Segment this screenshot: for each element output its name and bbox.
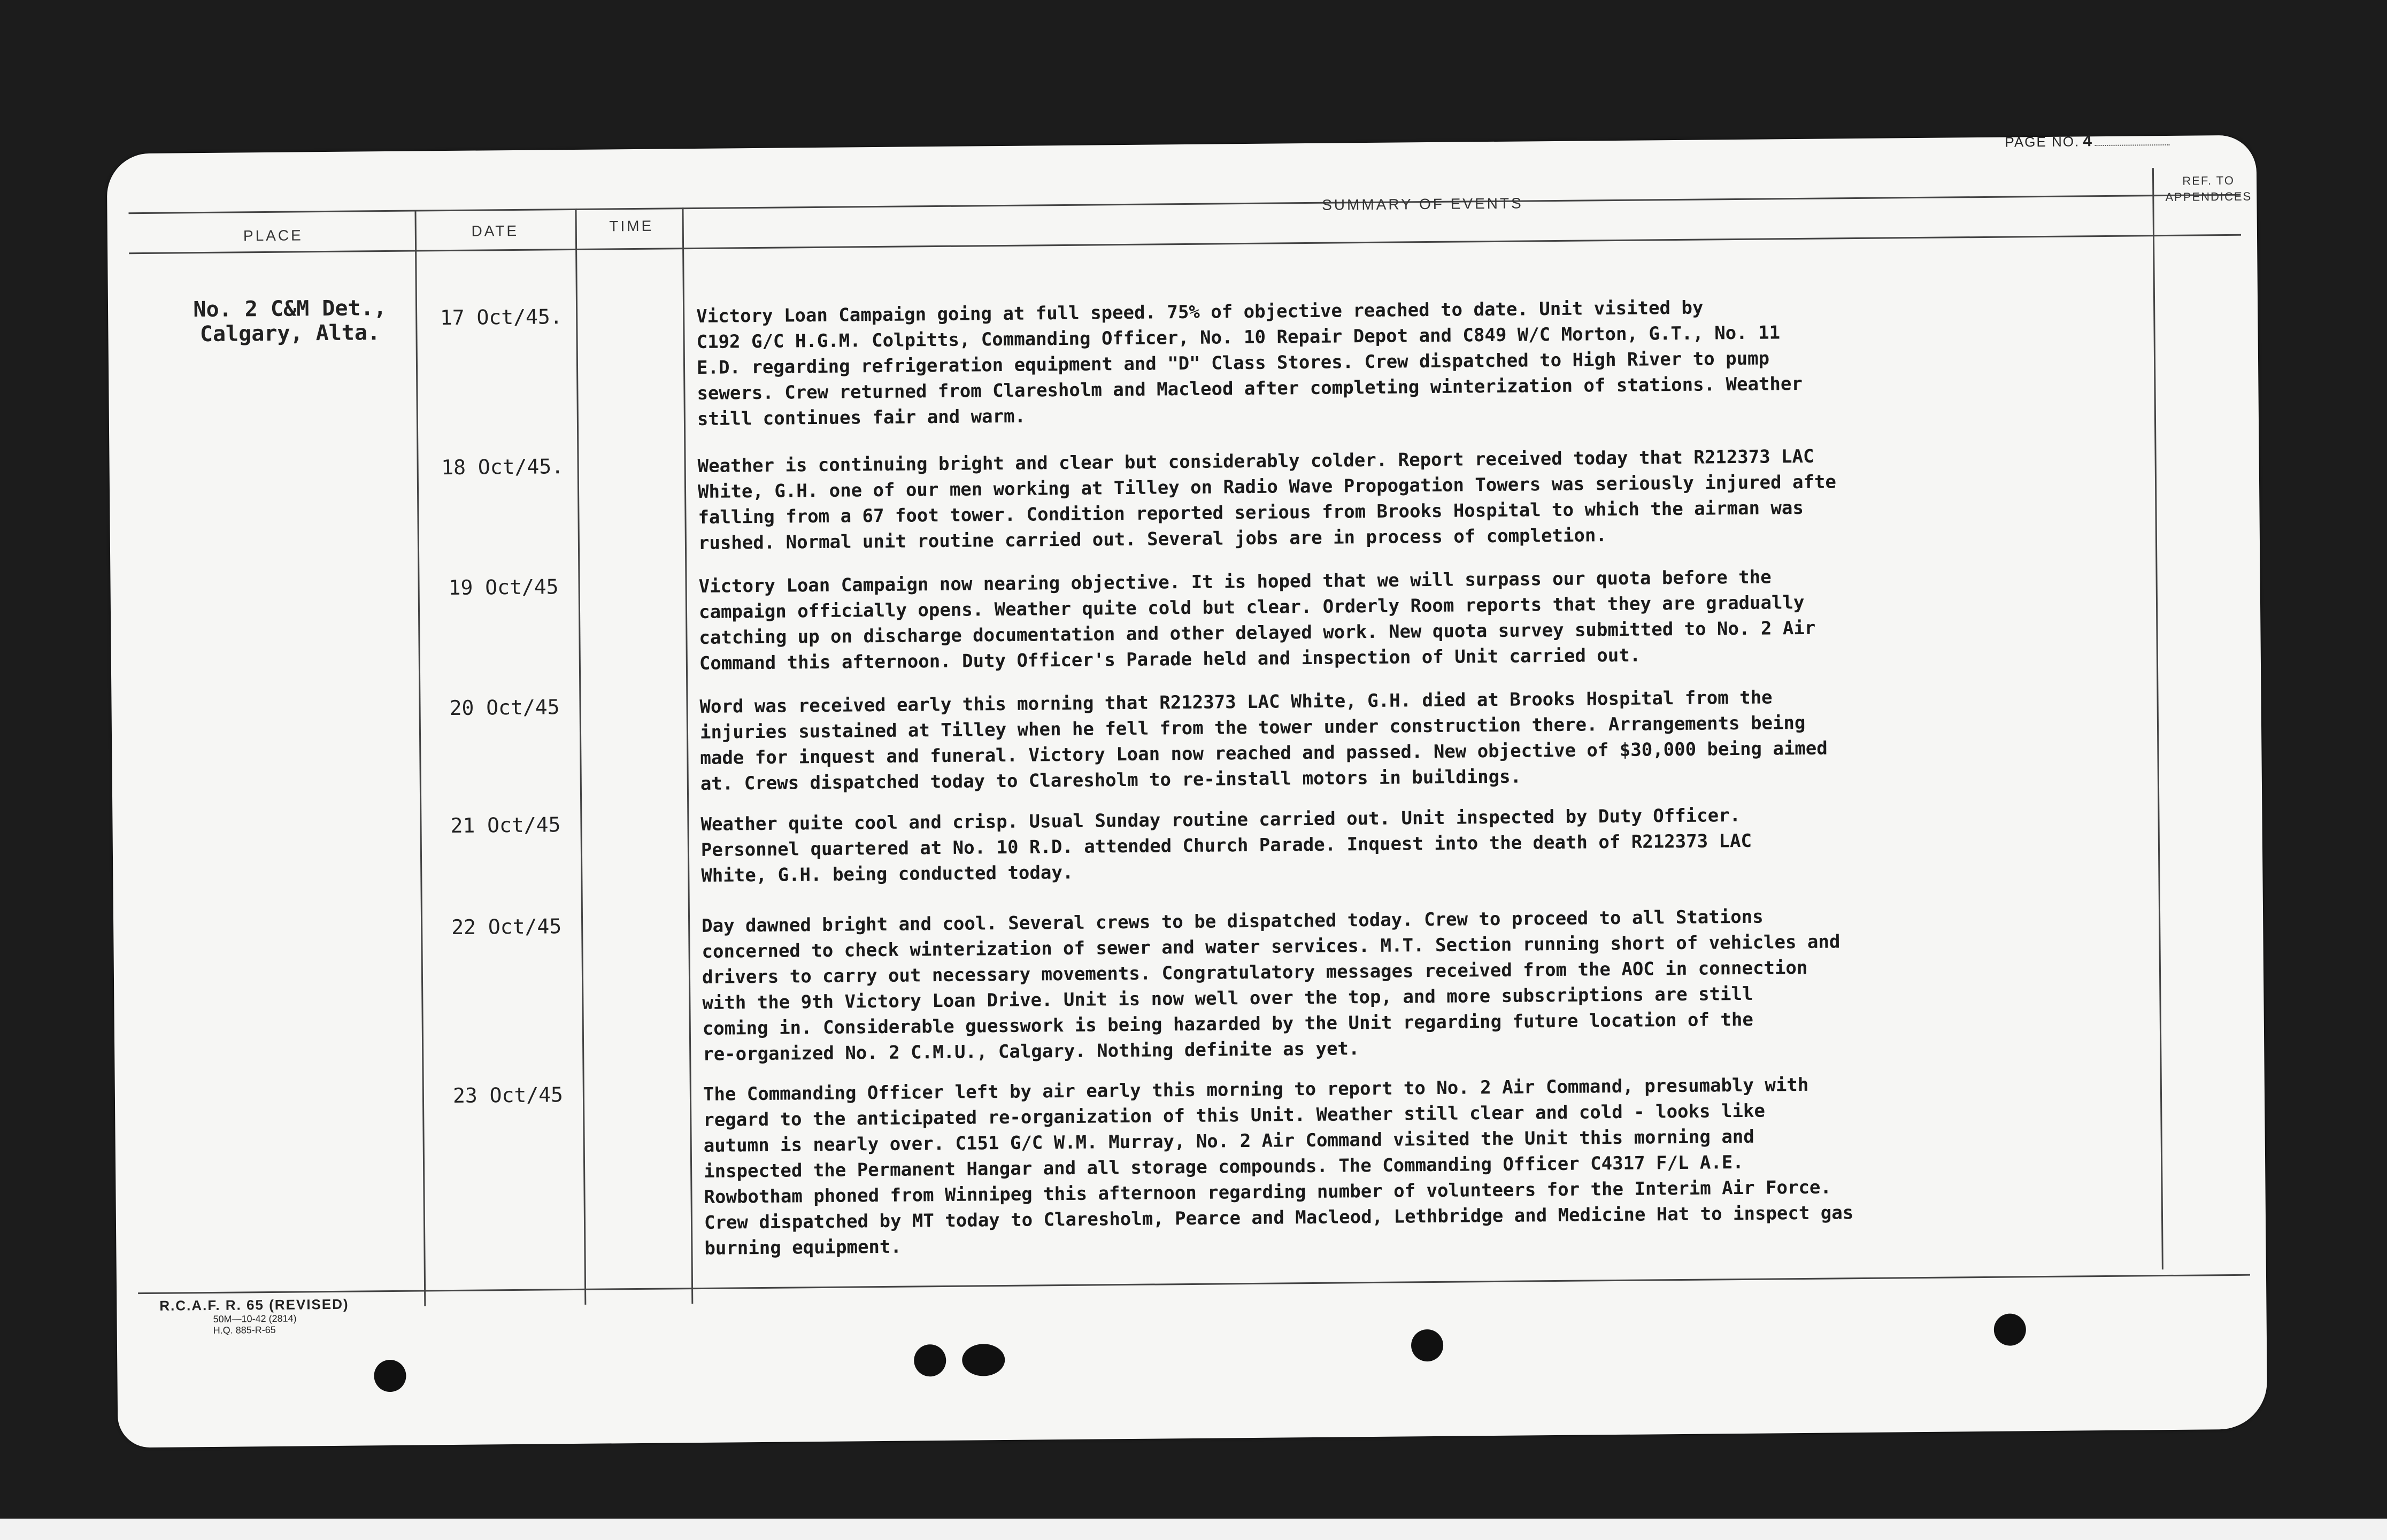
entry-row: [115, 1068, 2265, 1259]
entry-row: [112, 798, 2262, 887]
header-time: TIME: [609, 217, 654, 235]
page-number: [2005, 132, 2170, 151]
punch-hole: [374, 1360, 406, 1392]
document-card: [107, 132, 2268, 1448]
entry-text: Weather is continuing bright and clear but considerably colder. Report received today that R212373 LAC White, G.H. one of our men working at Tilley on Radio Wave Propogation Towers was seriously injured afte falling from a 67 foot tower. Condition reported serious from Brooks Hospital to which the airman was rushed. Normal unit routine carried out. Several jobs are in process of completion.: [697, 445, 1837, 554]
punch-hole: [1994, 1313, 2027, 1346]
entry-text: Victory Loan Campaign going at full speed. 75% of objective reached to date. Unit visited by C192 G/C H.G.M. Colpitts, Commanding Officer, No. 10 Repair Depot and C849 W/C Morton, G.T., No. 11 E.D. regarding refrigeration equipment and "D" Class Stores. Crew dispatched to High River to pump sewers. Crew returned from Claresholm and Macleod after completing winterization of stations. Weather still continues fair and warm.: [696, 297, 1803, 430]
entry-text: Word was received early this morning that R212373 LAC White, G.H. died at Brooks Hospital from the injuries sustained at Tilley when he fell from the tower under construction there. Arrangements being made for inquest and funeral. Victory Loan now reached and passed. New objective of $30,000 being aimed at. Crews dispatched today to Claresholm to re-install motors in buildings.: [699, 687, 1828, 795]
entry-date: 19 Oct/45: [448, 575, 559, 600]
column-rule-ref: [2152, 168, 2163, 1269]
form-reference: [159, 1296, 349, 1337]
header-place: PLACE: [243, 227, 303, 244]
entry-row: [113, 899, 2263, 1065]
column-rule-time: [575, 209, 586, 1305]
entry-row: [109, 440, 2259, 554]
column-rule-date: [414, 210, 426, 1306]
entry-date: 22 Oct/45: [451, 914, 562, 940]
entry-row: [111, 680, 2261, 795]
column-rule-summary: [682, 207, 693, 1304]
form-reference-title: R.C.A.F. R. 65 (REVISED): [159, 1296, 349, 1314]
place-text: No. 2 C&M Det., Calgary, Alta.: [193, 296, 387, 347]
page-number-label: PAGE NO.: [2005, 133, 2080, 150]
entry-text: Day dawned bright and cool. Several crews to be dispatched today. Crew to proceed to all Stations concerned to check winterization of sewer and water services. M.T. Section running short of vehicles and drivers to carry out necessary movements. Congratulatory messages received from the AOC in connection with the 9th Victory Loan Drive. Unit is now well over the top, and more subscriptions are still coming in. Considerable guesswork is being hazarded by the Unit regarding future location of the re-organized No. 2 C.M.U., Calgary. Nothing definite as yet.: [701, 906, 1841, 1065]
header-summary: SUMMARY OF EVENTS: [1322, 195, 1523, 213]
bottom-rule: [138, 1274, 2250, 1294]
entry-date: 20 Oct/45: [449, 695, 560, 720]
page-number-dotted-line: [2095, 144, 2170, 146]
scanner-edge: [0, 1519, 2387, 1540]
entry-date: 23 Oct/45: [452, 1083, 564, 1108]
header-date: DATE: [471, 222, 519, 240]
entry-text: The Commanding Officer left by air early this morning to report to No. 2 Air Command, presumably with regard to the anticipated re-organization of this Unit. Weather still clear and cold - looks like autumn is nearly over. C151 G/C W.M. Murray, No. 2 Air Command visited the Unit this morning and inspected the Permanent Hangar and all storage compounds. The Commanding Officer C4317 F/L A.E. Rowbotham phoned from Winnipeg this afternoon regarding number of volunteers for the Interim Air Force. Crew dispatched by MT today to Claresholm, Pearce and Macleod, Lethbridge and Medicine Hat to inspect gas burning equipment.: [703, 1074, 1854, 1259]
entry-row: [110, 560, 2260, 674]
punch-hole: [962, 1344, 1005, 1376]
form-reference-print: 50M—10-42 (2814): [213, 1313, 297, 1325]
entry-date: 18 Oct/45.: [441, 455, 564, 480]
page-number-value: 4: [2083, 132, 2093, 150]
form-reference-hq: H.Q. 885-R-65: [213, 1324, 276, 1336]
entry-date: 17 Oct/45.: [440, 305, 563, 330]
entry-date: 21 Oct/45: [450, 813, 561, 838]
entry-text: Victory Loan Campaign now nearing objective. It is hoped that we will surpass our quota before the campaign officially opens. Weather quite cold but clear. Orderly Room reports that they are gradually catching up on discharge documentation and other delayed work. New quota survey submitted to No. 2 Air Command this afternoon. Duty Officer's Parade held and inspection of Unit carried out.: [698, 566, 1816, 674]
punch-hole: [914, 1344, 946, 1377]
punch-hole: [1411, 1329, 1444, 1362]
entry-text: Weather quite cool and crisp. Usual Sunday routine carried out. Unit inspected by Duty Officer. Personnel quartered at No. 10 R.D. attended Church Parade. Inquest into the death of R212373 LAC White, G.H. being conducted today.: [700, 804, 1752, 887]
header-ref: REF. TO APPENDICES: [2165, 173, 2252, 204]
